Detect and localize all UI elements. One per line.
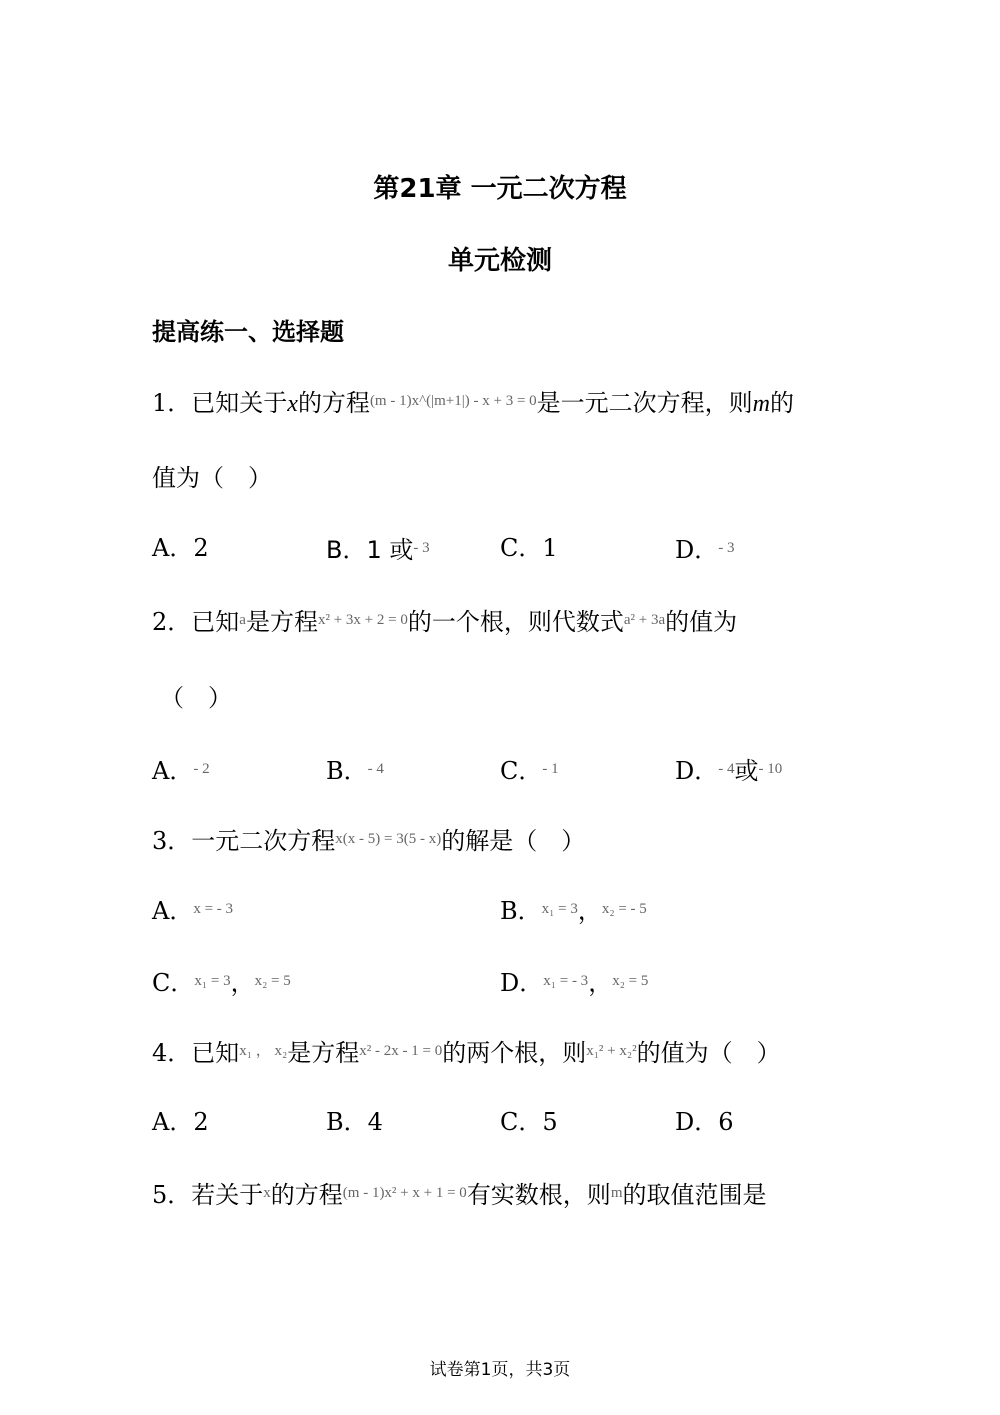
math-value: - 3 [718,540,735,556]
question-number: 5． [152,1181,192,1209]
option-c: C．$^{x_1 = 3}$，$^{x_2 = 5}$ [152,969,291,997]
question-2-continued: （ ） [160,684,232,712]
question-text: 已知 [191,1039,240,1067]
question-text: 的值为（ ） [636,1039,781,1067]
page-title: 第21章 一元二次方程 [373,174,627,204]
page-footer: 试卷第1页，共3页 [429,1360,571,1380]
question-number: 3． [152,827,192,855]
math-value: - 2 [193,761,210,777]
math-variable: x [287,391,298,417]
option-b: B．1 或$^{- 3}$ [326,536,430,564]
option-a: A．$^{- 2}$ [152,757,210,785]
question-text: 是方程 [245,608,318,636]
math-variable: a [239,612,246,628]
option-b: B．$^{x_1 = 3}$，$^{x_2 = - 5}$ [500,897,647,925]
question-text: 的值为 [665,608,738,636]
math-value: x₂ = 5 [612,973,649,989]
math-value: x₁ = 3 [541,901,578,917]
question-4 [152,1035,781,1069]
math-equation: x(x - 5) = 3(5 - x) [335,831,442,847]
math-value: - 10 [758,761,783,777]
math-value: - 1 [542,761,559,777]
question-text: 的方程 [297,389,370,417]
question-text: 的取值范围是 [622,1181,767,1209]
question-text: 一元二次方程 [191,827,336,855]
option-d: D．6 [675,1108,734,1136]
option-d: D．$^{- 4}$或$^{- 10}$ [675,757,783,785]
math-value: x₁ = 3 [194,973,231,989]
question-text: 已知关于 [191,389,288,417]
math-value: x₂ = - 5 [601,901,647,917]
question-text: 是一元二次方程，则 [536,389,753,417]
section-heading: 提高练一、选择题 [152,318,344,346]
question-3 [152,823,585,857]
option-c: C．5 [500,1108,558,1136]
page-subtitle: 单元检测 [447,246,552,276]
option-a: A．$^{x = - 3}$ [152,897,234,925]
question-text: 的 [770,389,795,417]
question-1 [152,385,794,420]
question-number: 2． [152,608,192,636]
question-2 [152,604,737,638]
math-variable: x [263,1185,271,1201]
question-text: 已知 [191,608,240,636]
question-text: 若关于 [191,1181,264,1209]
math-equation: x² + 3x + 2 = 0 [317,612,408,628]
math-equation: (m - 1)x^(|m+1|) - x + 3 = 0 [369,393,537,409]
option-d: D．$^{x_1 = - 3}$，$^{x_2 = 5}$ [500,969,649,997]
option-c: C．$^{- 1}$ [500,757,559,785]
math-value: - 3 [413,540,430,556]
math-value: - 4 [718,761,735,777]
math-variable: m [610,1185,623,1201]
math-value: x₁ = - 3 [543,973,589,989]
question-text: 的一个根，则代数式 [407,608,624,636]
question-text: 有实数根，则 [466,1181,611,1209]
math-equation: (m - 1)x² + x + 1 = 0 [342,1185,467,1201]
math-variable: m [752,391,771,417]
question-text: 的两个根，则 [442,1039,587,1067]
option-a: A．2 [152,534,209,562]
math-value: x = - 3 [193,901,234,917]
option-b: B．$^{- 4}$ [326,757,384,785]
math-expression: x₁² + x₂² [586,1043,637,1059]
question-5 [152,1177,766,1211]
question-1-continued: 值为（ ） [152,464,272,492]
question-number: 1． [152,389,192,417]
question-number: 4． [152,1039,192,1067]
option-d: D．$^{- 3}$ [675,536,735,564]
option-a: A．2 [152,1108,209,1136]
question-text: 是方程 [287,1039,360,1067]
math-expression: a² + 3a [623,612,666,628]
question-text: 的解是（ ） [441,827,586,855]
option-c: C．1 [500,534,558,562]
math-value: - 4 [367,761,384,777]
question-text: 的方程 [270,1181,343,1209]
math-variables: x₁ ， x₂ [239,1043,288,1059]
option-b: B．4 [326,1108,383,1136]
math-equation: x² - 2x - 1 = 0 [359,1043,443,1059]
math-value: x₂ = 5 [254,973,291,989]
